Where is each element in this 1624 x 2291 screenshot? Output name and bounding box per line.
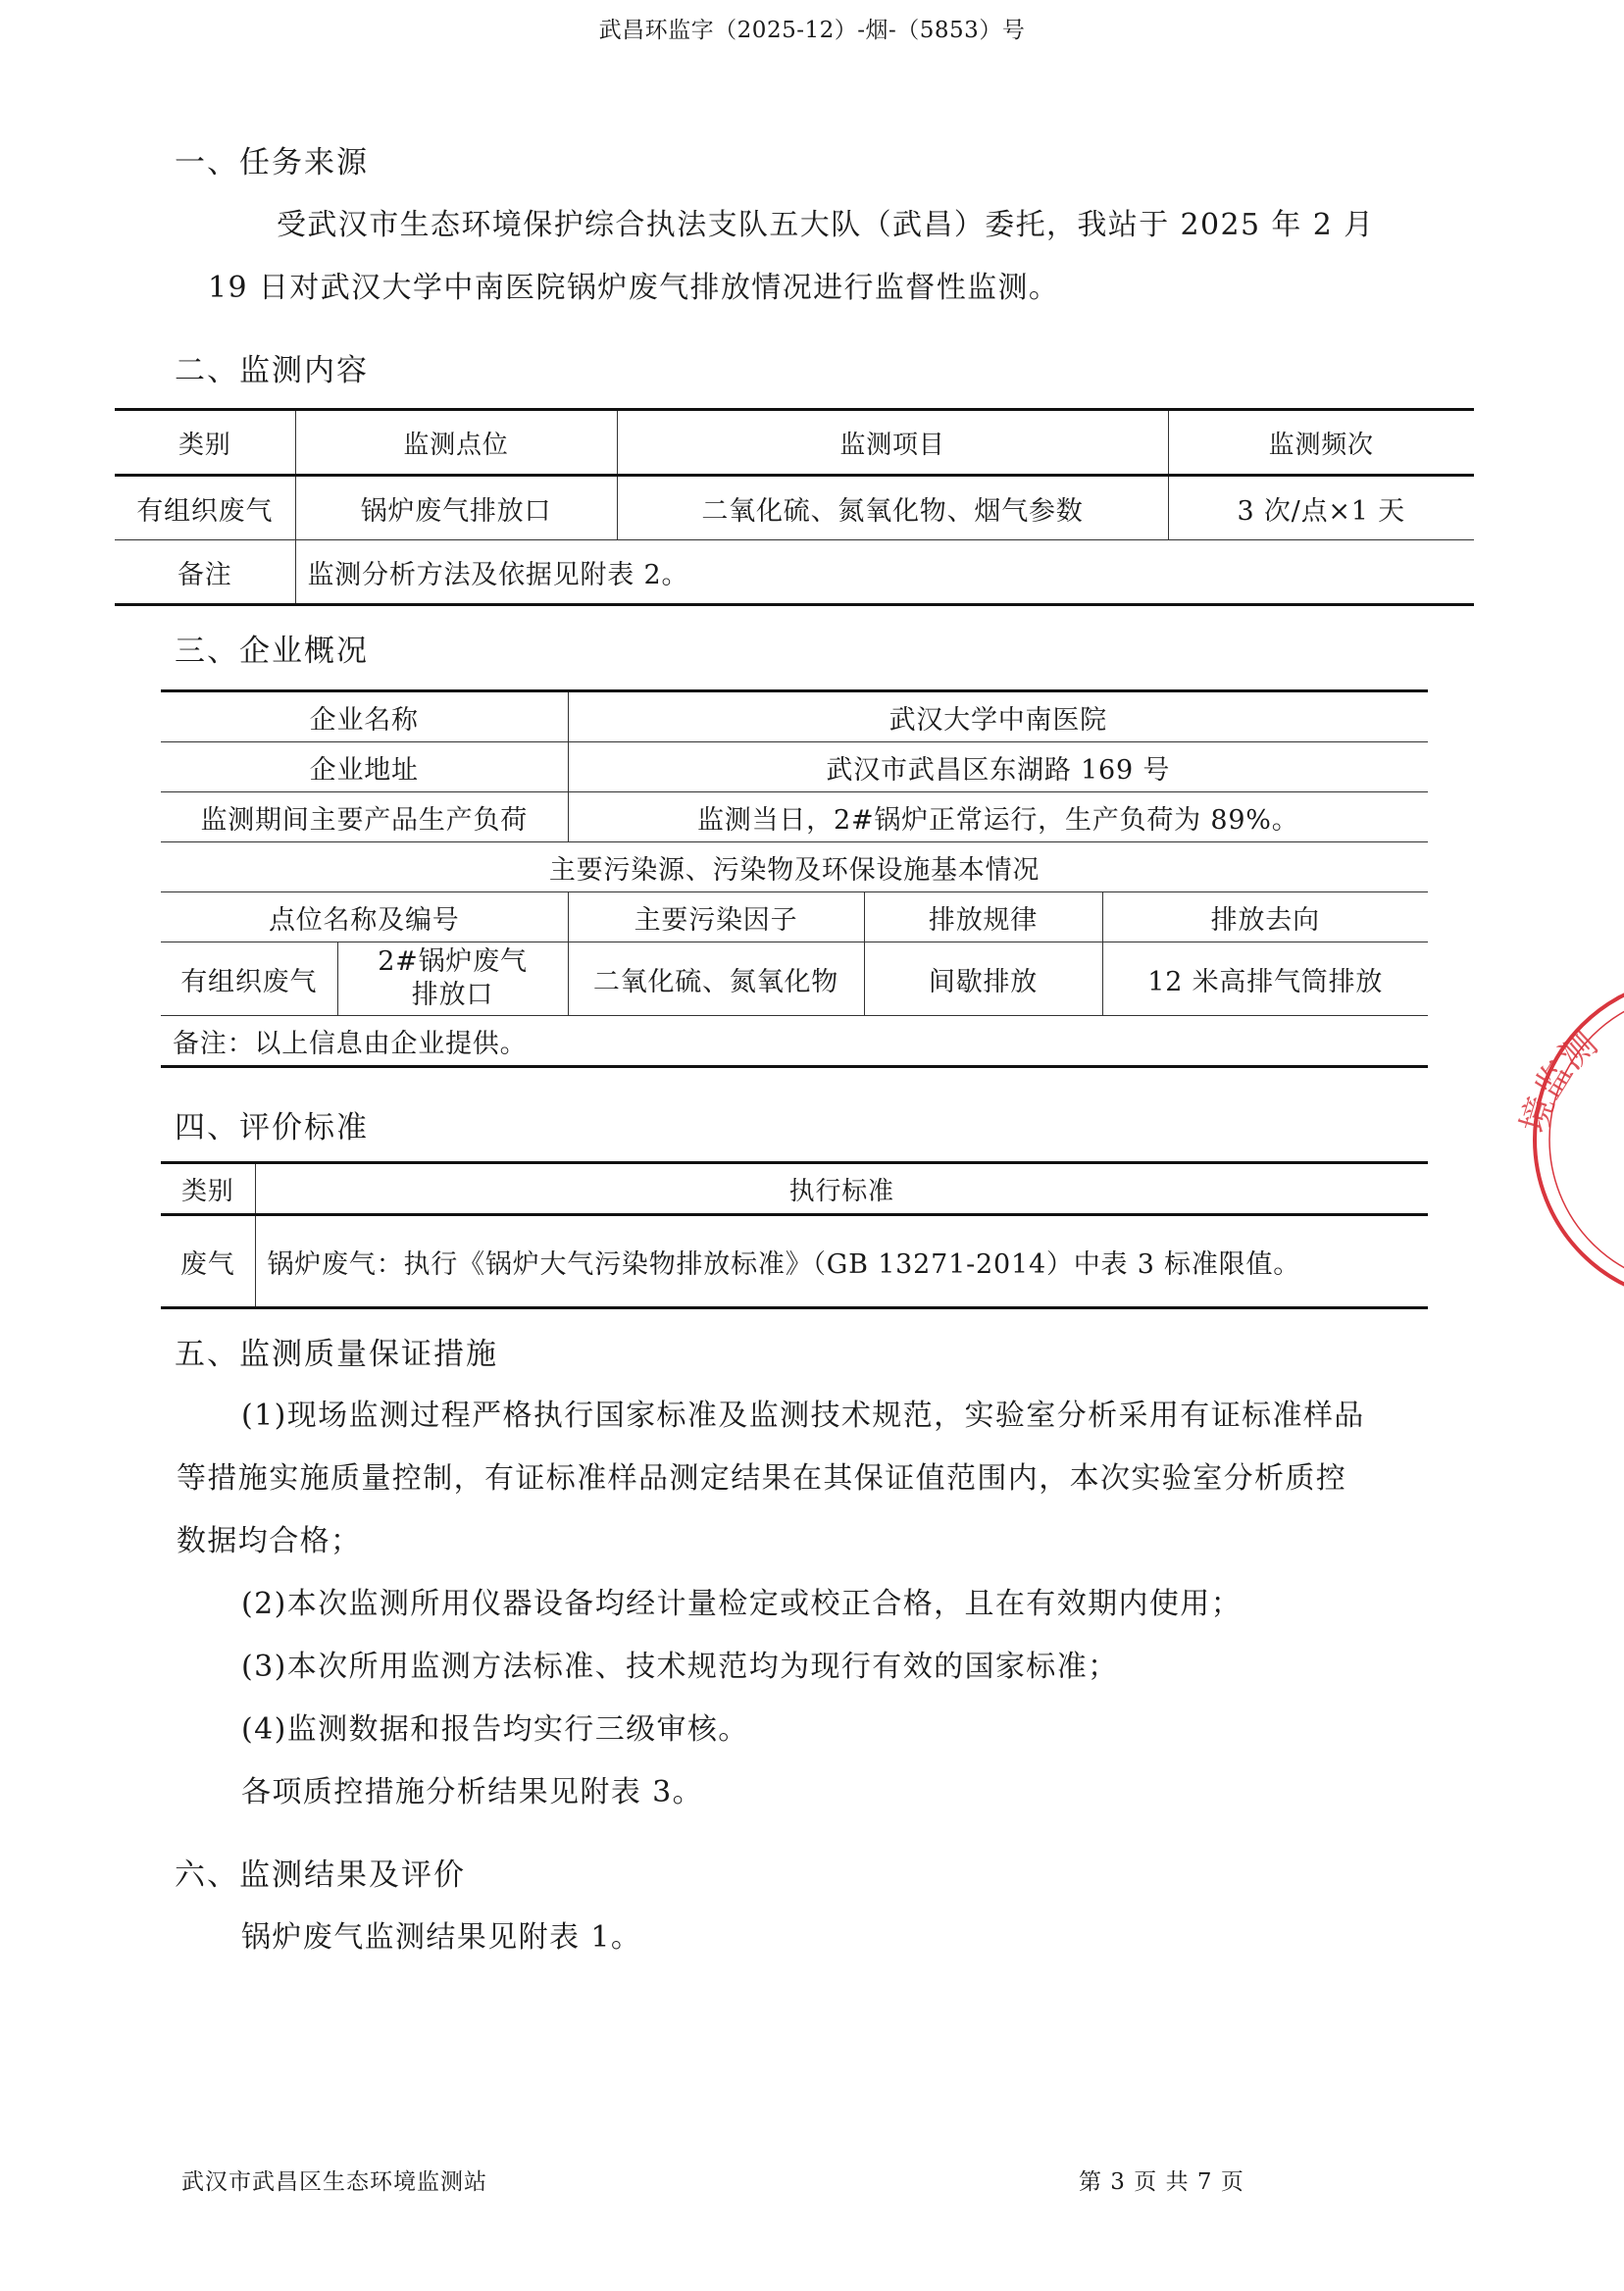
table-note-row <box>115 540 1474 605</box>
cell-type: 有组织废气 <box>115 476 295 540</box>
qa-summary: 各项质控措施分析结果见附表 3。 <box>241 1775 704 1809</box>
table-row <box>161 1215 1428 1308</box>
header-frequency: 监测频次 <box>1168 410 1474 476</box>
section3-heading: 三、企业概况 <box>175 634 369 669</box>
section4-heading: 四、评价标准 <box>175 1110 369 1146</box>
qa-item4: (4)监测数据和报告均实行三级审核。 <box>241 1712 749 1747</box>
section5-heading: 五、监测质量保证措施 <box>175 1337 498 1372</box>
note-label: 备注 <box>115 540 295 605</box>
seal-text <box>1514 1024 1605 1138</box>
qa-item1-line1: (1)现场监测过程严格执行国家标准及监测技术规范，实验室分析采用有证标准样品 <box>241 1399 1365 1433</box>
table-row <box>161 691 1428 742</box>
enterprise-name-label: 企业名称 <box>161 691 568 742</box>
table-row <box>161 742 1428 792</box>
production-load-value: 监测当日，2#锅炉正常运行，生产负荷为 89%。 <box>568 792 1428 842</box>
section1-text-line2: 19 日对武汉大学中南医院锅炉废气排放情况进行监督性监测。 <box>208 271 1060 305</box>
enterprise-overview-table <box>161 689 1428 1068</box>
cell-point-name-line1: 2#锅炉废气 <box>378 946 528 977</box>
cell-emission-pattern: 间歇排放 <box>864 942 1102 1016</box>
evaluation-standard-table <box>161 1161 1428 1309</box>
header-point-name: 点位名称及编号 <box>161 892 568 942</box>
cell-source-type: 有组织废气 <box>161 942 337 1016</box>
header-standard: 执行标准 <box>255 1163 1428 1215</box>
header-items: 监测项目 <box>617 410 1168 476</box>
production-load-label: 监测期间主要产品生产负荷 <box>161 792 568 842</box>
qa-item1-line2: 等措施实施质量控制，有证标准样品测定结果在其保证值范围内，本次实验室分析质控 <box>177 1461 1347 1496</box>
cell-standard: 锅炉废气：执行《锅炉大气污染物排放标准》（GB 13271-2014）中表 3 标准限值。 <box>255 1215 1428 1308</box>
table-note-row <box>161 1016 1428 1067</box>
header-pollutant: 主要污染因子 <box>568 892 864 942</box>
note-text: 监测分析方法及依据见附表 2。 <box>295 540 1474 605</box>
table-row <box>161 792 1428 842</box>
table-header-row <box>161 892 1428 942</box>
seal-text-path: 境监测 <box>1514 1023 1605 1139</box>
section6-text: 锅炉废气监测结果见附表 1。 <box>241 1920 642 1955</box>
qa-item1-line3: 数据均合格； <box>177 1524 362 1558</box>
header-type: 类别 <box>161 1163 255 1215</box>
cell-frequency: 3 次/点×1 天 <box>1168 476 1474 540</box>
header-emission-direction: 排放去向 <box>1102 892 1428 942</box>
official-seal-stamp <box>1500 973 1624 1306</box>
qa-item2: (2)本次监测所用仪器设备均经计量检定或校正合格，且在有效期内使用； <box>241 1587 1243 1621</box>
section1-heading: 一、任务来源 <box>175 145 369 180</box>
cell-items: 二氧化硫、氮氧化物、烟气参数 <box>617 476 1168 540</box>
table-header-row <box>115 410 1474 476</box>
enterprise-address-label: 企业地址 <box>161 742 568 792</box>
section1-text-line1: 受武汉市生态环境保护综合执法支队五大队（武昌）委托，我站于 2025 年 2 月 <box>277 208 1375 242</box>
table-row <box>161 942 1428 1016</box>
cell-point-name-line2: 排放口 <box>411 980 494 1010</box>
table-row <box>115 476 1474 540</box>
qa-item3: (3)本次所用监测方法标准、技术规范均为现行有效的国家标准； <box>241 1650 1119 1684</box>
footer-page-number: 第 3 页 共 7 页 <box>1079 2169 1244 2195</box>
cell-point: 锅炉废气排放口 <box>295 476 617 540</box>
document-reference: 武昌环监字（2025-12）-烟-（5853）号 <box>598 18 1026 43</box>
header-type: 类别 <box>115 410 295 476</box>
table-header-row <box>161 1163 1428 1215</box>
section2-heading: 二、监测内容 <box>175 353 369 388</box>
enterprise-address-value: 武汉市武昌区东湖路 169 号 <box>568 742 1428 792</box>
monitoring-content-table <box>115 408 1474 606</box>
enterprise-note: 备注：以上信息由企业提供。 <box>161 1016 1428 1067</box>
section6-heading: 六、监测结果及评价 <box>175 1858 466 1893</box>
cell-pollutant: 二氧化硫、氮氧化物 <box>568 942 864 1016</box>
cell-emission-direction: 12 米高排气筒排放 <box>1102 942 1428 1016</box>
header-point: 监测点位 <box>295 410 617 476</box>
pollution-source-subheader: 主要污染源、污染物及环保设施基本情况 <box>161 842 1428 892</box>
cell-type: 废气 <box>161 1215 255 1308</box>
enterprise-name-value: 武汉大学中南医院 <box>568 691 1428 742</box>
table-subheader-row <box>161 842 1428 892</box>
footer-organization: 武汉市武昌区生态环境监测站 <box>181 2169 487 2195</box>
header-emission-pattern: 排放规律 <box>864 892 1102 942</box>
cell-point-name <box>337 942 568 1016</box>
